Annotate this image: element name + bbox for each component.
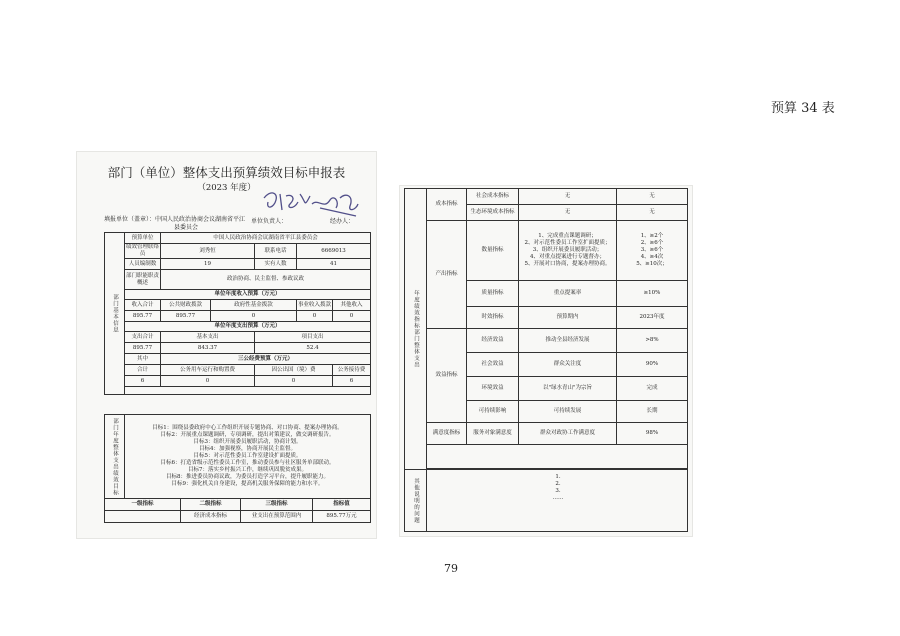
form-year: （2023 年度） xyxy=(197,183,256,193)
page-number: 79 xyxy=(444,562,458,575)
basic-info-table: 部门基本信息 预算单位 中国人民政治协商会议湖南省平江县委员会 绩效管理联络员 刘秀恒 联系电话 6669013 人员编制数 19 实有人数 41 部门职能职责概述 政治协商、民主监督、参政议政 单位年度收入预算（万元） 收入合计 公共财政拨款 政府性基金拨款 事业收入拨款 其他收入 895.77 895.77 0 0 0 单位年度支出预算（万元） 支出合计 基本支出 项目支出 895.77 843.37 52.4 其中 三公经费预算（万元） 合计 公务用车运行和购置费 因公出国（境）费 公务接待费 6 0 0 6 xyxy=(104,232,371,395)
quantity-values: 1、≥2个 2、≥6个 3、≥6个 4、≥4次 5、≥10次； xyxy=(617,221,688,281)
fill-head: 单位负责人： xyxy=(251,218,288,225)
table-number: 预算 34 表 xyxy=(771,101,835,116)
indicators-side: 年度绩效指标部门整体支出 xyxy=(405,189,427,470)
form-title: 部门（单位）整体支出预算绩效目标申报表 xyxy=(107,165,346,180)
other-items: 1. 2. 3. …… xyxy=(427,470,688,532)
fill-unit: 填报单位（盖章）：中国人民政治协商会议湖南省平江 县委员会 xyxy=(104,216,246,231)
quantity-items: 1、完成重点课题调研； 2、对示范性委员工作室扩面提质； 3、组织开展委员履职活动； 4、对重点提案进行专题督办； 5、开展对口协商，提案办理协商。 xyxy=(519,221,617,281)
basic-info-side: 部门基本信息 xyxy=(105,233,125,395)
goals-table: 部门年度整体支出绩效目标 目标1：围绕县委政府中心工作组织开展专题协商、对口协商、提案办理协商。 目标2：开展重点课题调研，专项调研，提出对策建议，做交调研报告。 目标3：组织开展委员履职活动，协商计划。 目标4：加强视察，协商开展民主监督。 目标5：对示范性委员工作室建设扩面提质。 目标6：打造省级示范性委员工作室，推动委员参与社区服务单部联动。 目标7：落实乡村振兴工作，继续巩固脱贫成果。 目标8：推进委员协商议政，为委员打造学习平台，提升履职能力。 目标9：强化机关自身建设，提高机关服务保障的能力和水平。 一级指标 二级指标 三级指标 指标值 经济成本指标 业支出在预算范围内 895.77万元 xyxy=(104,414,371,523)
goals-list: 目标1：围绕县委政府中心工作组织开展专题协商、对口协商、提案办理协商。 目标2：开展重点课题调研，专项调研，提出对策建议，做交调研报告。 目标3：组织开展委员履职活动，协商计划。 目标4：加强视察，协商开展民主监督。 目标5：对示范性委员工作室建设扩面提质。 目标6：打造省级示范性委员工作室，推动委员参与社区服务单部联动。 目标7：落实乡村振兴工作，继续巩固脱贫成果。 目标8：推进委员协商议政，为委员打造学习平台，提升履职能力。 目标9：强化机关自身建设，提高机关服务保障的能力和水平。 xyxy=(125,415,371,499)
indicators-table: 年度绩效指标部门整体支出 成本指标 社会成本指标 无 无 生态环境成本指标 无 无 产出指标 数量指标 1、完成重点课题调研； 2、对示范性委员工作室扩面提质； 3、组织开展委员履职活动； 4、对重点提案进行专题督办； 5、开展对口协商，提案办理协商。 1、≥2个 2、≥6个 3、≥6个 4、≥4次 5、≥10次； 质量指标 重点提案率 ≥10% 时效指标 预算期内 2023年度 效益指标 经济效益 推动全县经济发展 >8% 社会效益 群众关注度 90% 环境效益 以"绿水青山"为宗旨 完成 可持续影响 可持续发展 长期 满意度指标 服务对象满意度 群众对政协工作满意度 98% 其他说明的问题 1. 2. 3. …… xyxy=(404,188,688,532)
goals-side: 部门年度整体支出绩效目标 xyxy=(105,415,125,499)
other-side: 其他说明的问题 xyxy=(405,470,427,532)
fill-contact: 经办人： xyxy=(330,218,355,225)
left-sheet xyxy=(77,152,376,538)
right-sheet xyxy=(400,186,692,536)
